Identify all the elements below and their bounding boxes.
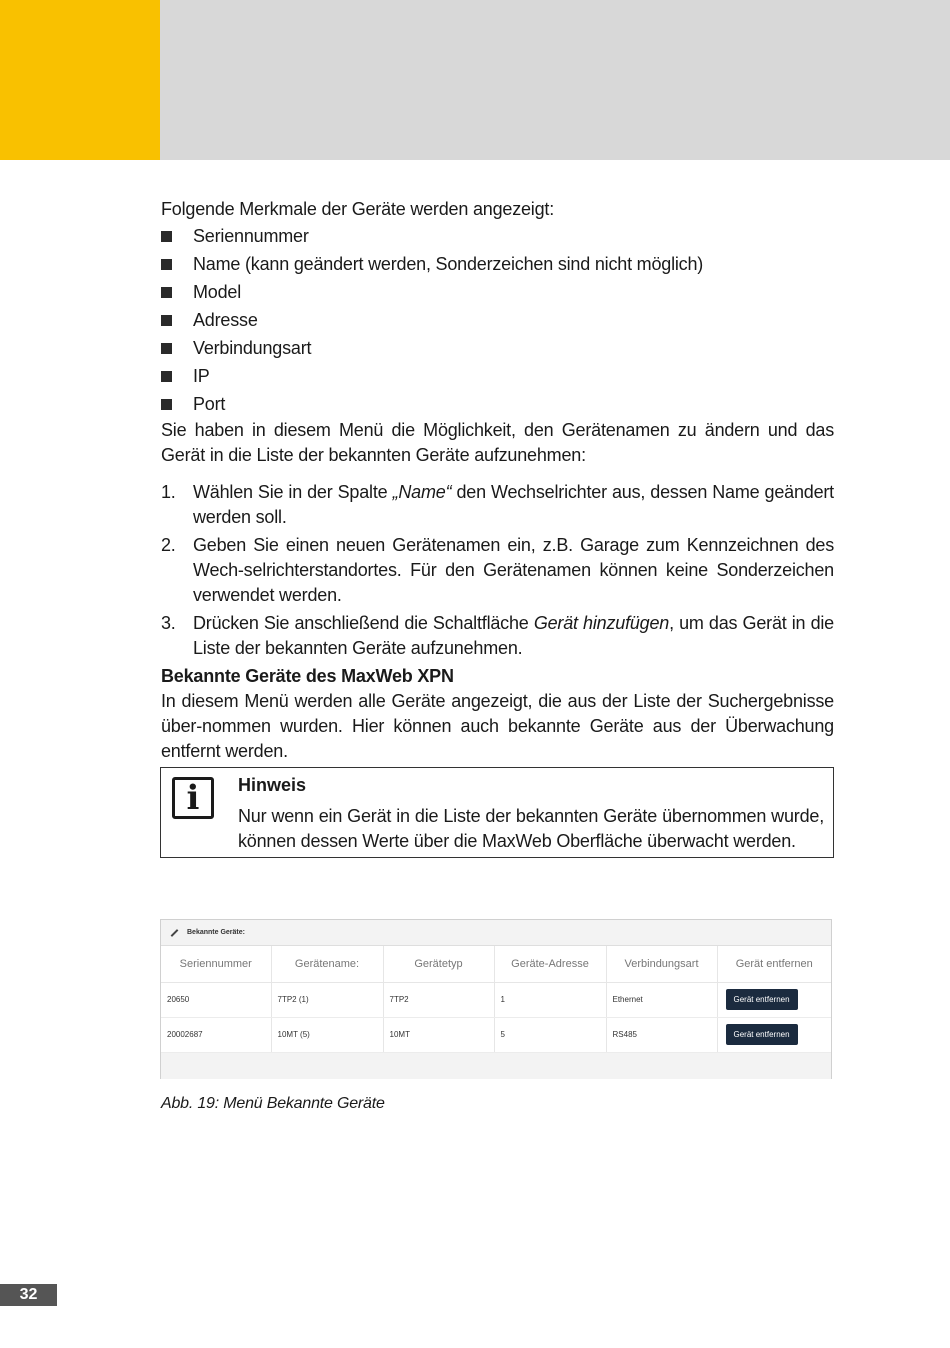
action-cell <box>717 982 831 1017</box>
panel-header <box>161 920 831 946</box>
serial-cell: 20002687 <box>161 1017 271 1052</box>
type-cell: 10MT <box>383 1017 494 1052</box>
list-item: Model <box>161 278 834 306</box>
table-row <box>161 982 831 1017</box>
main-content <box>161 197 834 764</box>
devices-table <box>161 946 831 1053</box>
panel-footer <box>161 1053 831 1079</box>
intro-text: Folgende Merkmale der Geräte werden angezeigt: <box>161 199 555 219</box>
square-bullet-icon <box>161 315 172 326</box>
list-item: Adresse <box>161 306 834 334</box>
address-cell: 1 <box>494 982 606 1017</box>
list-item: Seriennummer <box>161 222 834 250</box>
section-heading: Bekannte Geräte des MaxWeb XPN <box>161 666 454 686</box>
feature-list <box>161 222 834 418</box>
column-header: Verbindungsart <box>606 946 717 982</box>
column-header: Gerätetyp <box>383 946 494 982</box>
column-header: Gerät entfernen <box>717 946 831 982</box>
note-box <box>160 767 834 858</box>
pencil-icon <box>169 928 179 938</box>
steps-list <box>161 480 834 661</box>
step-item <box>161 533 834 608</box>
known-devices-screenshot <box>160 919 832 1079</box>
list-item: Verbindungsart <box>161 334 834 362</box>
serial-cell: 20650 <box>161 982 271 1017</box>
list-item: IP <box>161 362 834 390</box>
square-bullet-icon <box>161 343 172 354</box>
page-number: 32 <box>0 1284 57 1306</box>
square-bullet-icon <box>161 371 172 382</box>
column-header: Seriennummer <box>161 946 271 982</box>
connection-cell: RS485 <box>606 1017 717 1052</box>
square-bullet-icon <box>161 399 172 410</box>
step-text: Wählen Sie in der Spalte „Name“ den Wechselrichter aus, dessen Name geändert werden soll. <box>193 482 834 527</box>
square-bullet-icon <box>161 259 172 270</box>
name-cell[interactable]: 10MT (5) <box>271 1017 383 1052</box>
type-cell: 7TP2 <box>383 982 494 1017</box>
section-text: In diesem Menü werden alle Geräte angezeigt, die aus der Liste der Suchergebnisse über-nommen wurden. Hier können auch bekannte Geräte aus der Überwachung entfernt werden. <box>161 691 834 761</box>
instruction-intro: Sie haben in diesem Menü die Möglichkeit, den Gerätenamen zu ändern und das Gerät in die Liste der bekannten Geräte aufzunehmen: <box>161 420 834 465</box>
step-text: Geben Sie einen neuen Gerätenamen ein, z.B. Garage zum Kennzeichnen des Wech-selrichterstandortes. Für den Gerätenamen können keine Sonderzeichen verwendet werden. <box>193 535 834 605</box>
address-cell: 5 <box>494 1017 606 1052</box>
step-number: 2. <box>161 535 176 555</box>
remove-device-button[interactable]: Gerät entfernen <box>726 1024 798 1045</box>
note-title: Hinweis <box>238 775 307 795</box>
figure-caption: Abb. 19: Menü Bekannte Geräte <box>161 1095 385 1112</box>
square-bullet-icon <box>161 231 172 242</box>
header-bar <box>160 0 950 160</box>
table-header-row <box>161 946 831 982</box>
action-cell <box>717 1017 831 1052</box>
remove-device-button[interactable]: Gerät entfernen <box>726 989 798 1010</box>
info-icon: i <box>172 777 214 819</box>
step-item <box>161 480 834 530</box>
header-accent-block <box>0 0 160 160</box>
column-header: Geräte-Adresse <box>494 946 606 982</box>
step-number: 3. <box>161 613 176 633</box>
note-text: Nur wenn ein Gerät in die Liste der bekannten Geräte übernommen wurde, können dessen Werte über die MaxWeb Oberfläche überwacht werden. <box>238 806 824 851</box>
name-cell[interactable]: 7TP2 (1) <box>271 982 383 1017</box>
table-row <box>161 1017 831 1052</box>
column-header: Gerätename: <box>271 946 383 982</box>
step-item <box>161 611 834 661</box>
list-item: Name (kann geändert werden, Sonderzeichen sind nicht möglich) <box>161 250 834 278</box>
panel-title: Bekannte Geräte: <box>187 929 245 936</box>
connection-cell: Ethernet <box>606 982 717 1017</box>
list-item: Port <box>161 390 834 418</box>
step-text: Drücken Sie anschließend die Schaltfläche Gerät hinzufügen, um das Gerät in die Liste der bekannten Geräte aufzunehmen. <box>193 613 834 658</box>
step-number: 1. <box>161 482 176 502</box>
square-bullet-icon <box>161 287 172 298</box>
